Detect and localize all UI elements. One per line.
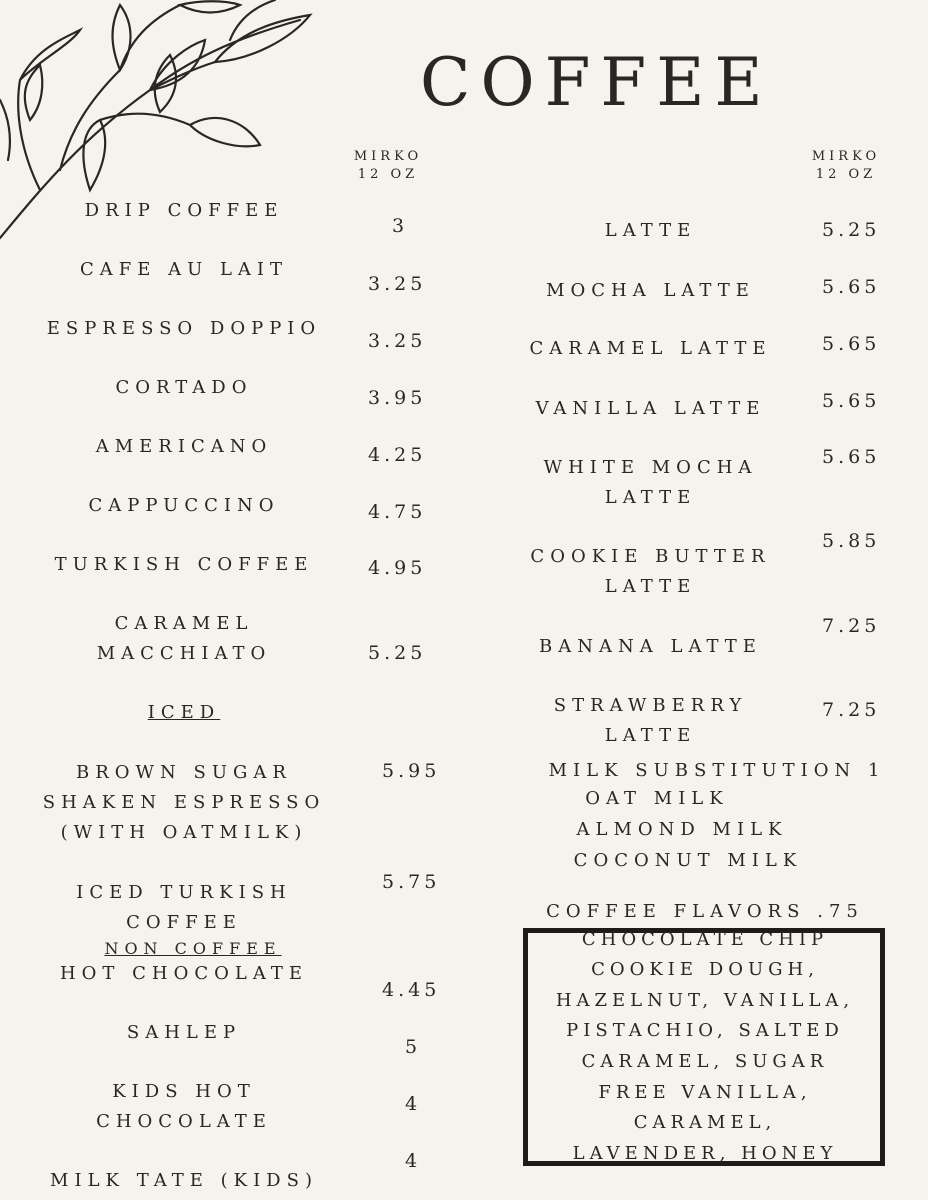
menu-item-name — [0, 1077, 368, 1137]
milk-option: OAT MILK — [585, 788, 729, 809]
menu-item-price: 7.25 — [822, 699, 881, 721]
menu-item-price: 3 — [392, 215, 409, 237]
menu-item-price: 5.65 — [822, 446, 881, 468]
menu-item-price: 3.95 — [368, 387, 427, 409]
menu-item-name-line: STRAWBERRY — [553, 695, 748, 716]
menu-item-name-line: COOKIE BUTTER — [530, 546, 771, 567]
menu-item-name — [0, 758, 368, 848]
menu-item-price: 3.25 — [368, 273, 427, 295]
menu-item-price: 5 — [405, 1036, 422, 1058]
menu-item-name-line: MACCHIATO — [96, 643, 272, 664]
menu-item-name: MOCHA LATTE — [546, 280, 755, 301]
header-size: 12 OZ — [357, 167, 419, 182]
header-brand: MIRKO — [811, 149, 881, 164]
left-size-header — [338, 148, 438, 184]
header-brand: MIRKO — [353, 149, 423, 164]
flavor-line: CHOCOLATE CHIP — [581, 929, 829, 950]
coffee-flavors-title: COFFEE FLAVORS .75 — [546, 901, 864, 922]
milk-option: ALMOND MILK — [576, 819, 788, 840]
menu-item-name: LATTE — [604, 220, 697, 241]
menu-item-name-line: CARAMEL — [114, 613, 254, 634]
menu-item-price: 5.25 — [368, 642, 427, 664]
menu-item-name: CORTADO — [115, 377, 253, 398]
menu-item-name-line: SHAKEN ESPRESSO — [42, 792, 326, 813]
menu-item-price: 5.25 — [822, 219, 881, 241]
menu-item-price: 4.45 — [382, 979, 441, 1001]
milk-substitution-title: MILK SUBSTITUTION 1 — [548, 760, 886, 781]
menu-item-name: HOT CHOCOLATE — [59, 963, 309, 984]
menu-item-price: 4.75 — [368, 501, 427, 523]
menu-item-price: 4 — [405, 1093, 422, 1115]
flavor-line: LAVENDER, HONEY — [572, 1143, 838, 1164]
menu-item-name-line: KIDS HOT — [112, 1081, 256, 1102]
menu-item-price: 3.25 — [368, 330, 427, 352]
menu-item-name — [0, 878, 368, 938]
menu-item-name: ESPRESSO DOPPIO — [46, 318, 322, 339]
flavor-line: CARAMEL, SUGAR — [581, 1051, 829, 1072]
menu-item-price: 5.85 — [822, 530, 881, 552]
menu-item-name: SAHLEP — [126, 1022, 242, 1043]
menu-item-name: TURKISH COFFEE — [54, 554, 314, 575]
menu-item-price: 5.65 — [822, 390, 881, 412]
menu-item-price: 4.95 — [368, 557, 427, 579]
flavor-line: COOKIE DOUGH, — [591, 959, 819, 980]
right-size-header — [796, 148, 896, 184]
menu-title: COFFEE — [420, 44, 773, 121]
menu-item-name-line: LATTE — [604, 487, 697, 508]
flavor-line: CARAMEL, — [633, 1112, 777, 1133]
header-size: 12 OZ — [815, 167, 877, 182]
menu-item-name-line: ICED TURKISH — [76, 882, 292, 903]
flavor-line: PISTACHIO, SALTED — [566, 1020, 844, 1041]
flavor-line: FREE VANILLA, — [598, 1082, 812, 1103]
menu-item-name: VANILLA LATTE — [535, 398, 766, 419]
menu-item-price: 5.75 — [382, 871, 441, 893]
menu-item-name-line: (WITH OATMILK) — [60, 822, 308, 843]
menu-item-price: 5.65 — [822, 333, 881, 355]
flavor-line: HAZELNUT, VANILLA, — [555, 990, 855, 1011]
menu-item-name: CAPPUCCINO — [88, 495, 280, 516]
menu-item-price: 5.95 — [382, 760, 441, 782]
menu-item-name — [498, 542, 803, 602]
menu-item-name: BANANA LATTE — [539, 636, 762, 657]
menu-item-name: AMERICANO — [95, 436, 273, 457]
menu-item-price: 4 — [405, 1150, 422, 1172]
milk-option: COCONUT MILK — [573, 850, 803, 871]
menu-item-name: MILK TATE (KIDS) — [50, 1170, 318, 1191]
menu-item-price: 7.25 — [822, 615, 881, 637]
section-label-iced: ICED — [147, 702, 221, 723]
menu-item-name-line: CHOCOLATE — [96, 1111, 272, 1132]
menu-item-name — [498, 691, 803, 751]
menu-item-name: CAFE AU LAIT — [79, 259, 289, 280]
menu-item-name — [0, 609, 368, 669]
section-label-non-coffee: NON COFFEE — [104, 939, 282, 958]
menu-item-name: CARAMEL LATTE — [529, 338, 772, 359]
menu-item-name-line: LATTE — [604, 576, 697, 597]
menu-item-name: DRIP COFFEE — [84, 200, 284, 221]
menu-item-name-line: BROWN SUGAR — [76, 762, 292, 783]
menu-item-name-line: COFFEE — [126, 912, 242, 933]
menu-item-price: 5.65 — [822, 276, 881, 298]
menu-item-name-line: LATTE — [604, 725, 697, 746]
menu-item-name-line: WHITE MOCHA — [543, 457, 758, 478]
menu-item-name — [498, 453, 803, 513]
menu-item-price: 4.25 — [368, 444, 427, 466]
